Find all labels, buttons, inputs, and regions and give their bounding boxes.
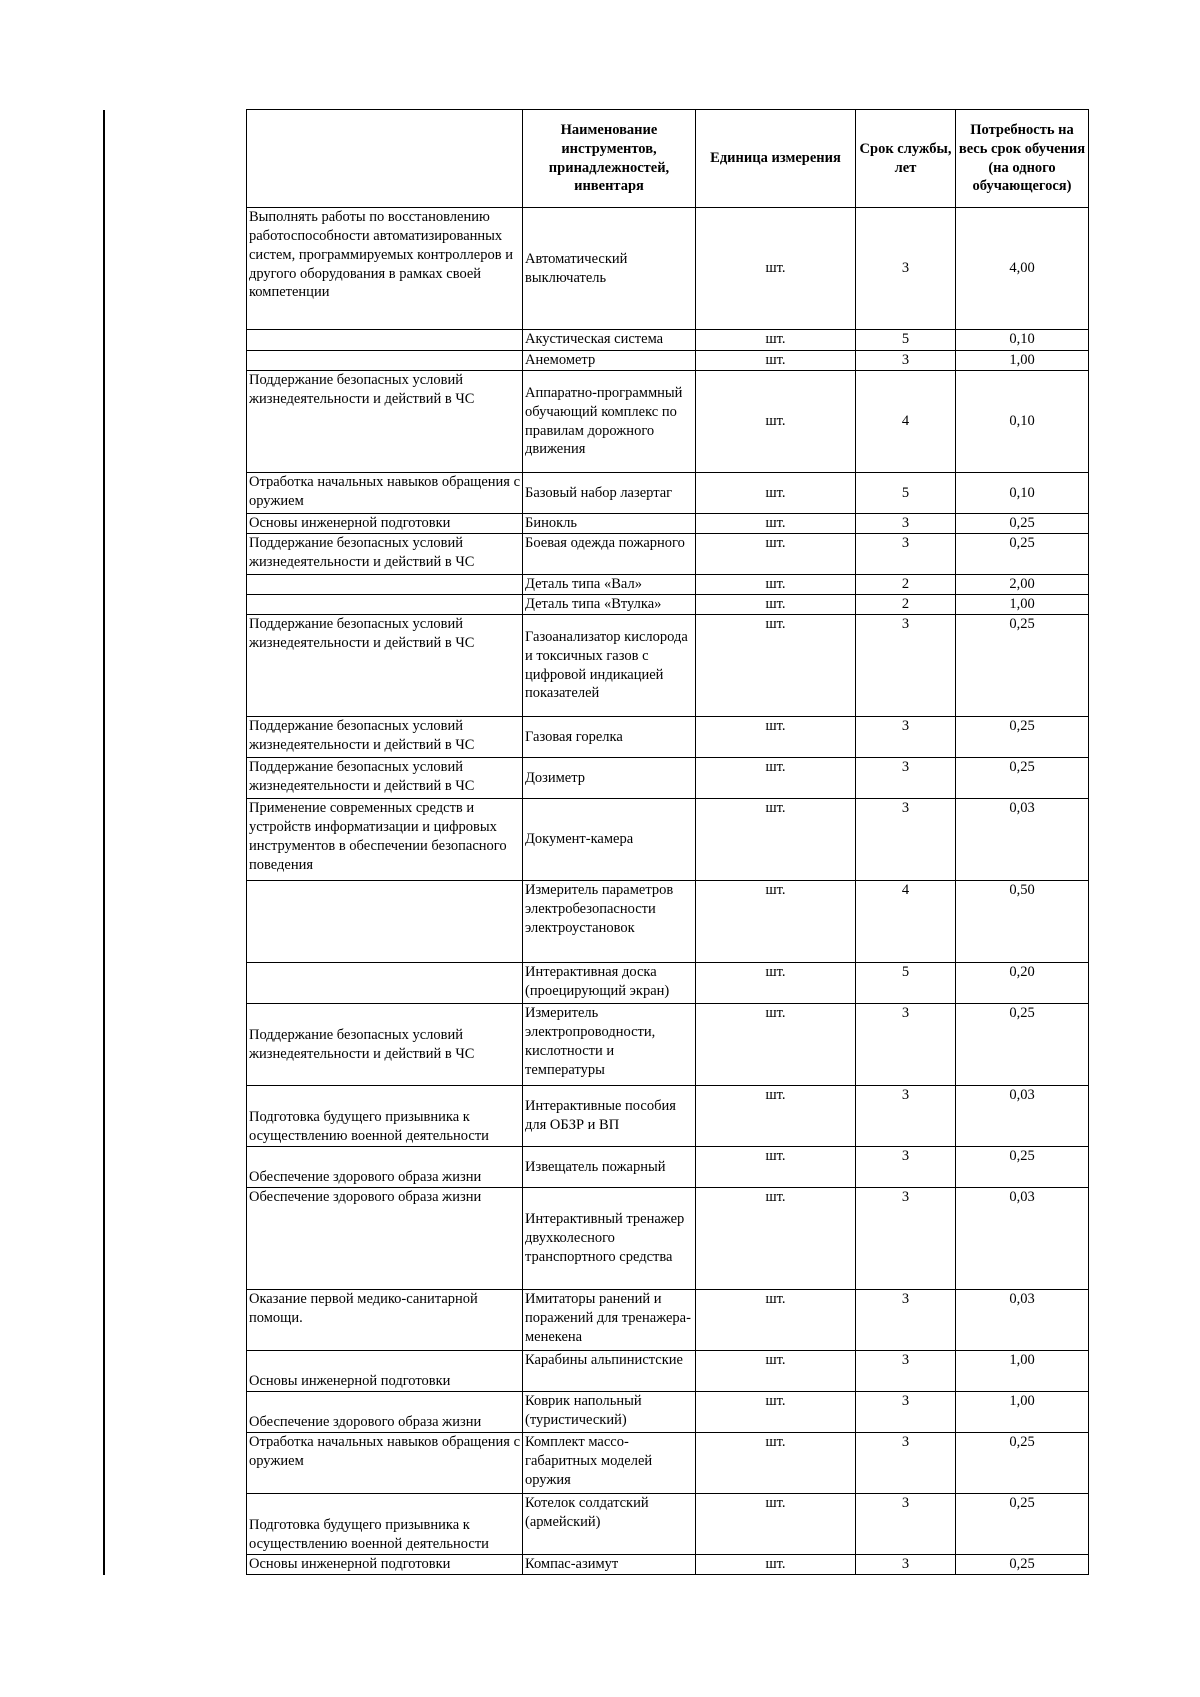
table-row [247,799,1089,881]
unit-cell: шт. [696,595,856,615]
competence-cell [247,881,523,963]
need-cell: 0,10 [956,330,1089,351]
competence-cell: Оказание первой медико-санитарной помощи. [247,1290,523,1351]
unit-cell: шт. [696,1147,856,1188]
need-cell: 0,25 [956,1494,1089,1555]
item-name-cell: Котелок солдатский (армейский) [523,1494,696,1555]
need-cell: 1,00 [956,351,1089,371]
item-name-cell: Документ-камера [523,799,696,881]
life-cell: 3 [856,1147,956,1188]
item-name-cell: Извещатель пожарный [523,1147,696,1188]
table-row [247,595,1089,615]
need-cell: 0,20 [956,963,1089,1004]
item-name-cell: Деталь типа «Втулка» [523,595,696,615]
life-cell: 3 [856,1290,956,1351]
table-row [247,534,1089,575]
competence-cell: Поддержание безопасных условий жизнедеятельности и действий в ЧС [247,758,523,799]
item-name-cell: Базовый набор лазертаг [523,473,696,514]
item-name-cell: Акустическая система [523,330,696,351]
item-name-cell: Интерактивные пособия для ОБЗР и ВП [523,1086,696,1147]
competence-cell: Поддержание безопасных условий жизнедеятельности и действий в ЧС [247,371,523,473]
need-cell: 0,25 [956,1147,1089,1188]
table-row [247,881,1089,963]
header-name: Наименование инструментов, принадлежностей, инвентаря [523,110,696,208]
header-unit: Единица измерения [696,110,856,208]
table-row [247,208,1089,330]
unit-cell: шт. [696,615,856,717]
need-cell: 2,00 [956,575,1089,595]
life-cell: 3 [856,1086,956,1147]
need-cell: 1,00 [956,595,1089,615]
table-row [247,351,1089,371]
competence-cell: Отработка начальных навыков обращения с оружием [247,1433,523,1494]
need-cell: 0,03 [956,799,1089,881]
table-row [247,1004,1089,1086]
life-cell: 2 [856,575,956,595]
life-cell: 3 [856,1555,956,1575]
table-row [247,371,1089,473]
unit-cell: шт. [696,1290,856,1351]
item-name-cell: Газоанализатор кислорода и токсичных газов с цифровой индикацией показателей [523,615,696,717]
life-cell: 3 [856,1188,956,1290]
need-cell: 0,25 [956,534,1089,575]
table-row [247,1433,1089,1494]
need-cell: 0,03 [956,1086,1089,1147]
item-name-cell: Имитаторы ранений и поражений для тренажера-менекена [523,1290,696,1351]
need-cell: 4,00 [956,208,1089,330]
need-cell: 0,50 [956,881,1089,963]
competence-cell: Отработка начальных навыков обращения с оружием [247,473,523,514]
unit-cell: шт. [696,963,856,1004]
competence-cell: Выполнять работы по восстановлению работоспособности автоматизированных систем, программируемых контроллеров и другого оборудования в рамках своей компетенции [247,208,523,330]
unit-cell: шт. [696,1494,856,1555]
competence-cell [247,963,523,1004]
life-cell: 3 [856,1392,956,1433]
item-name-cell: Боевая одежда пожарного [523,534,696,575]
table-row [247,758,1089,799]
table-row [247,1555,1089,1575]
table-row [247,1351,1089,1392]
equipment-table [246,109,1089,1575]
table-row [247,717,1089,758]
need-cell: 0,03 [956,1290,1089,1351]
table-row [247,473,1089,514]
competence-cell: Поддержание безопасных условий жизнедеятельности и действий в ЧС [247,1004,523,1086]
competence-cell [247,330,523,351]
item-name-cell: Бинокль [523,514,696,534]
table-row [247,1147,1089,1188]
need-cell: 0,25 [956,1433,1089,1494]
unit-cell: шт. [696,799,856,881]
item-name-cell: Газовая горелка [523,717,696,758]
unit-cell: шт. [696,1555,856,1575]
item-name-cell: Автоматический выключатель [523,208,696,330]
competence-cell [247,595,523,615]
competence-cell: Основы инженерной подготовки [247,514,523,534]
table-row [247,575,1089,595]
item-name-cell: Измеритель параметров электробезопасности электроустановок [523,881,696,963]
unit-cell: шт. [696,1004,856,1086]
competence-cell [247,575,523,595]
table-row [247,1494,1089,1555]
need-cell: 1,00 [956,1351,1089,1392]
need-cell: 0,10 [956,473,1089,514]
need-cell: 0,10 [956,371,1089,473]
life-cell: 4 [856,881,956,963]
unit-cell: шт. [696,1188,856,1290]
table-row [247,1290,1089,1351]
page-margin-line [103,110,105,1575]
competence-cell: Подготовка будущего призывника к осуществлению военной деятельности [247,1086,523,1147]
life-cell: 3 [856,514,956,534]
competence-cell: Подготовка будущего призывника к осуществлению военной деятельности [247,1494,523,1555]
table-row [247,963,1089,1004]
competence-cell [247,351,523,371]
unit-cell: шт. [696,1433,856,1494]
unit-cell: шт. [696,208,856,330]
item-name-cell: Аппаратно-программный обучающий комплекс по правилам дорожного движения [523,371,696,473]
life-cell: 5 [856,963,956,1004]
unit-cell: шт. [696,1086,856,1147]
competence-cell: Применение современных средств и устройств информатизации и цифровых инструментов в обеспечении безопасного поведения [247,799,523,881]
competence-cell: Обеспечение здорового образа жизни [247,1392,523,1433]
need-cell: 0,25 [956,1555,1089,1575]
table-row [247,1188,1089,1290]
table-row [247,330,1089,351]
table-row [247,1086,1089,1147]
need-cell: 1,00 [956,1392,1089,1433]
life-cell: 4 [856,371,956,473]
life-cell: 3 [856,615,956,717]
need-cell: 0,25 [956,1004,1089,1086]
header-competence [247,110,523,208]
competence-cell: Обеспечение здорового образа жизни [247,1147,523,1188]
unit-cell: шт. [696,575,856,595]
item-name-cell: Анемометр [523,351,696,371]
item-name-cell: Комплект массо-габаритных моделей оружия [523,1433,696,1494]
life-cell: 3 [856,758,956,799]
unit-cell: шт. [696,330,856,351]
competence-cell: Поддержание безопасных условий жизнедеятельности и действий в ЧС [247,534,523,575]
unit-cell: шт. [696,717,856,758]
life-cell: 3 [856,1004,956,1086]
need-cell: 0,25 [956,514,1089,534]
unit-cell: шт. [696,514,856,534]
need-cell: 0,25 [956,717,1089,758]
item-name-cell: Интерактивный тренажер двухколесного транспортного средства [523,1188,696,1290]
life-cell: 3 [856,1351,956,1392]
unit-cell: шт. [696,371,856,473]
need-cell: 0,03 [956,1188,1089,1290]
unit-cell: шт. [696,1351,856,1392]
item-name-cell: Измеритель электропроводности, кислотности и температуры [523,1004,696,1086]
item-name-cell: Деталь типа «Вал» [523,575,696,595]
life-cell: 3 [856,1433,956,1494]
life-cell: 3 [856,717,956,758]
table-row [247,615,1089,717]
competence-cell: Обеспечение здорового образа жизни [247,1188,523,1290]
competence-cell: Поддержание безопасных условий жизнедеятельности и действий в ЧС [247,615,523,717]
item-name-cell: Коврик напольный (туристический) [523,1392,696,1433]
item-name-cell: Карабины альпинистские [523,1351,696,1392]
unit-cell: шт. [696,758,856,799]
life-cell: 3 [856,1494,956,1555]
unit-cell: шт. [696,881,856,963]
item-name-cell: Интерактивная доска (проецирующий экран) [523,963,696,1004]
unit-cell: шт. [696,351,856,371]
unit-cell: шт. [696,1392,856,1433]
need-cell: 0,25 [956,615,1089,717]
item-name-cell: Дозиметр [523,758,696,799]
header-row [247,110,1089,208]
need-cell: 0,25 [956,758,1089,799]
life-cell: 5 [856,330,956,351]
competence-cell: Основы инженерной подготовки [247,1351,523,1392]
table-row [247,514,1089,534]
life-cell: 3 [856,351,956,371]
competence-cell: Поддержание безопасных условий жизнедеятельности и действий в ЧС [247,717,523,758]
life-cell: 3 [856,534,956,575]
life-cell: 5 [856,473,956,514]
unit-cell: шт. [696,534,856,575]
unit-cell: шт. [696,473,856,514]
life-cell: 3 [856,208,956,330]
table-row [247,1392,1089,1433]
header-life: Срок службы, лет [856,110,956,208]
competence-cell: Основы инженерной подготовки [247,1555,523,1575]
life-cell: 3 [856,799,956,881]
item-name-cell: Компас-азимут [523,1555,696,1575]
life-cell: 2 [856,595,956,615]
header-need: Потребность на весь срок обучения (на одного обучающегося) [956,110,1089,208]
